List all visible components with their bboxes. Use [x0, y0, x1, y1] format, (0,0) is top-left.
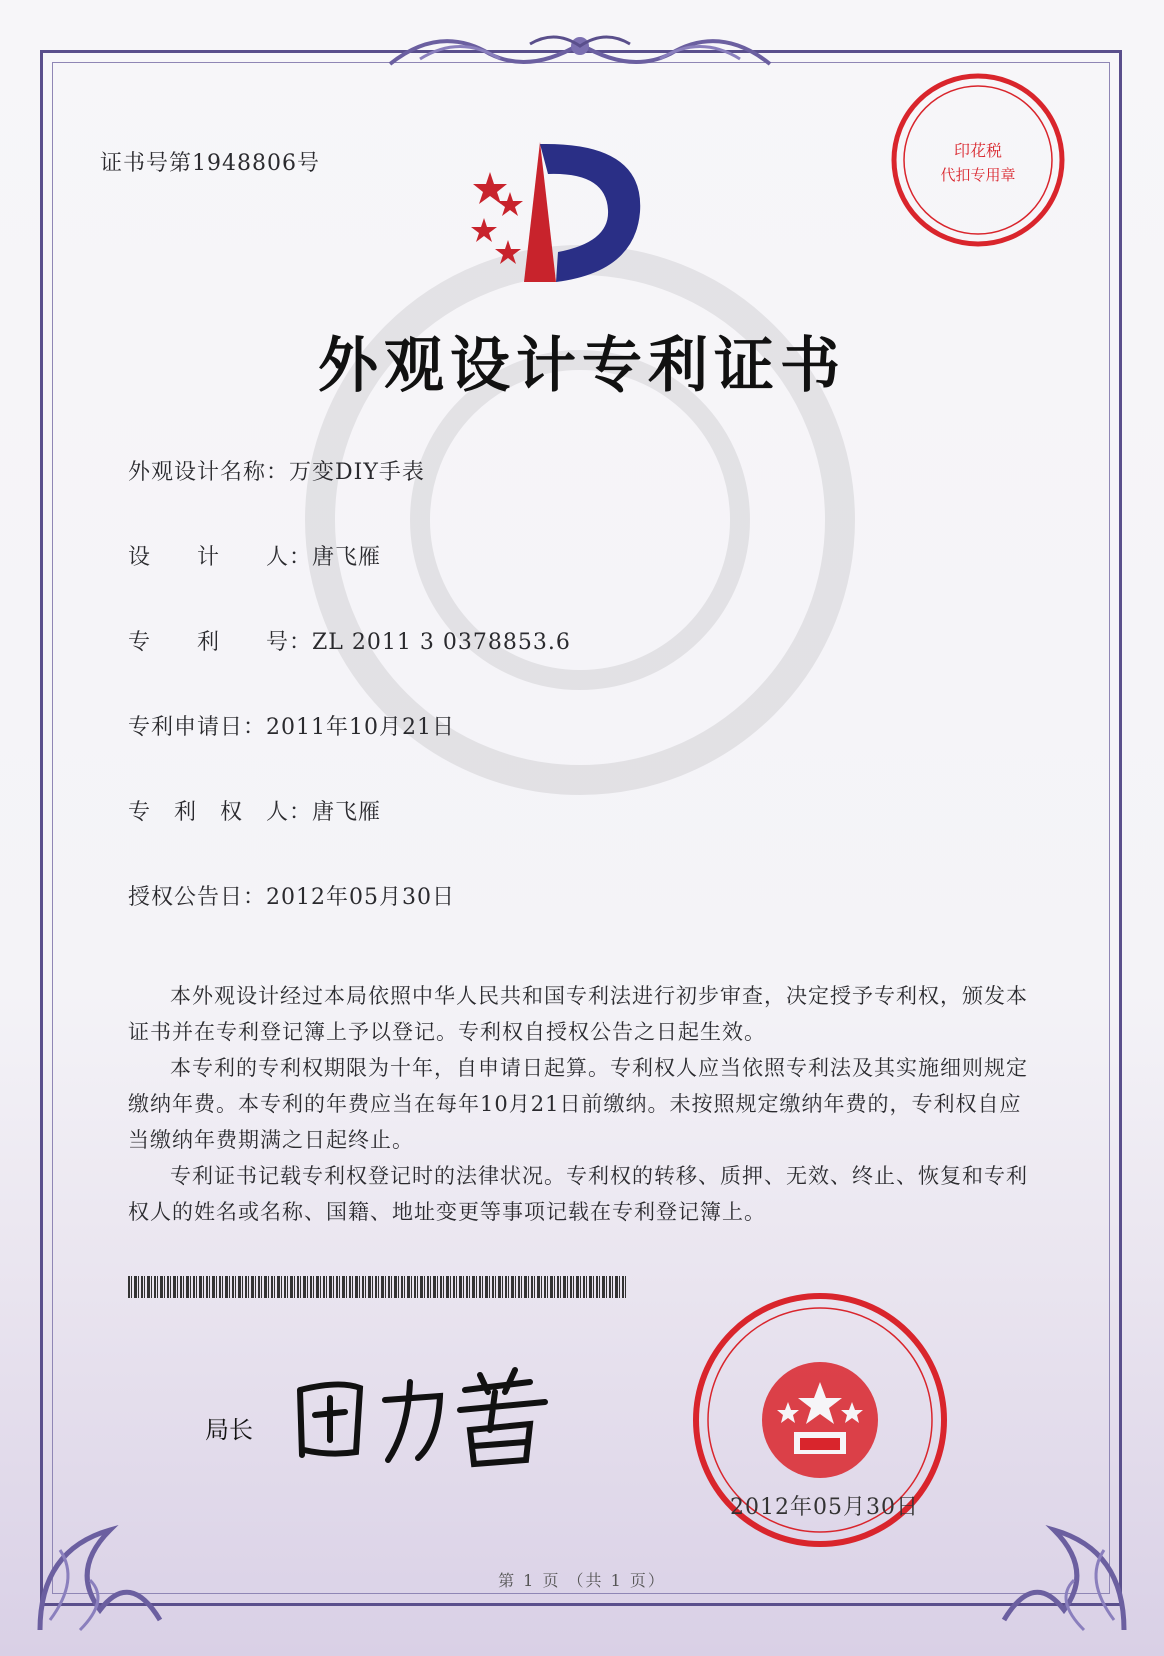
grant-date-value: 2012年05月30日: [266, 885, 455, 910]
bottom-left-ornament-icon: [20, 1470, 170, 1640]
patent-number-row: [128, 625, 571, 656]
document-title: 外观设计专利证书: [318, 331, 846, 401]
barcode: [128, 1276, 628, 1298]
patentee-label: 专 利 权 人：: [128, 800, 313, 825]
tax-stamp-center-line1: 印花税: [953, 141, 1003, 160]
design-name-label: 外观设计名称：: [128, 460, 290, 485]
application-date-row: [128, 710, 455, 741]
patent-number-value: ZL 2011 3 0378853.6: [312, 630, 571, 655]
paragraph-1: 本外观设计经过本局依照中华人民共和国专利法进行初步审查，决定授予专利权，颁发本证书并在专利登记簿上予以登记。专利权自授权公告之日起生效。: [128, 984, 1028, 1044]
design-name-value: 万变DIY手表: [289, 460, 425, 485]
design-name-row: [128, 455, 425, 486]
paragraph-2: 本专利的专利权期限为十年，自申请日起算。专利权人应当依照专利法及其实施细则规定缴纳年费。本专利的年费应当在每年10月21日前缴纳。未按照规定缴纳年费的，专利权自应当缴纳年费期满之日起终止。: [128, 1056, 1028, 1152]
patentee-value: 唐飞雁: [312, 800, 382, 825]
designer-value: 唐飞雁: [312, 545, 382, 570]
certificate-number: 证书号第1948806号: [100, 151, 320, 176]
grant-date-row: [128, 880, 455, 911]
patent-office-emblem-icon: [470, 132, 660, 292]
application-date-label: 专利申请日：: [128, 715, 267, 740]
grant-date-label: 授权公告日：: [128, 885, 267, 910]
designer-row: [128, 540, 381, 571]
patent-number-label: 专 利 号：: [128, 630, 313, 655]
director-signature: [290, 1360, 570, 1470]
bottom-right-ornament-icon: [994, 1470, 1144, 1640]
top-ornament-icon: [380, 24, 780, 84]
paragraph-3: 专利证书记载专利权登记时的法律状况。专利权的转移、质押、无效、终止、恢复和专利权人的姓名或名称、国籍、地址变更等事项记载在专利登记簿上。: [128, 1164, 1028, 1224]
page-footer: 第 1 页 （共 1 页）: [498, 1571, 666, 1590]
tax-stamp-seal: [888, 70, 1068, 250]
patentee-row: [128, 795, 381, 826]
tax-stamp-center-line2: 代扣专用章: [940, 166, 1016, 184]
designer-label: 设 计 人：: [128, 545, 313, 570]
seal-date: 2012年05月30日: [730, 1495, 919, 1520]
application-date-value: 2011年10月21日: [266, 715, 455, 740]
director-label: 局长: [205, 1416, 253, 1444]
